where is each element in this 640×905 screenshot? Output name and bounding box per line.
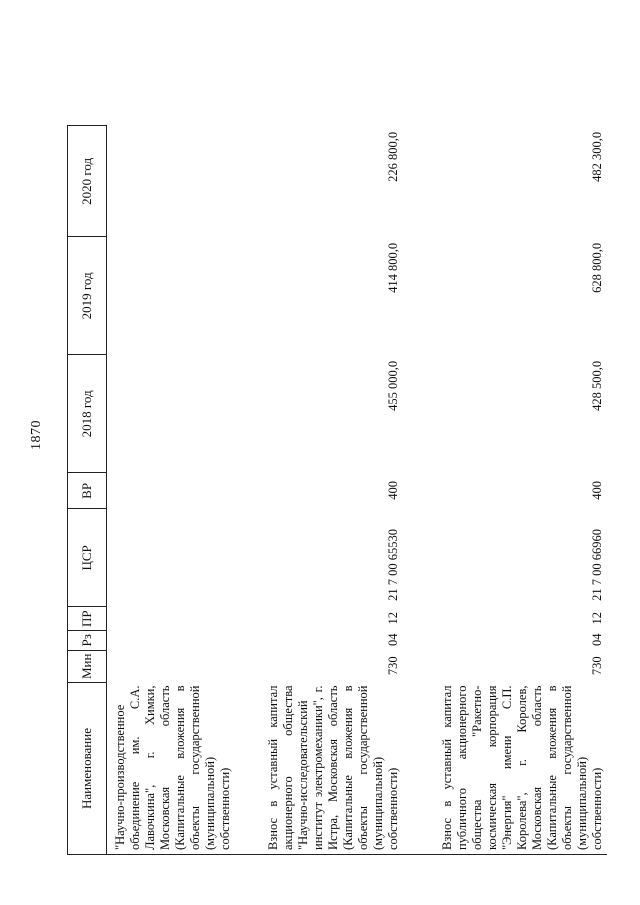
row-2018: 428 500,0: [590, 360, 604, 411]
page-number: 1870: [29, 420, 44, 450]
row-csr: 21 7 00 66960: [590, 529, 604, 601]
row-pr: 12: [386, 611, 400, 625]
row-pr: [107, 607, 234, 631]
row-min: [107, 650, 234, 682]
row-2019: [107, 237, 234, 355]
row-2019: 414 800,0: [386, 242, 400, 293]
row-name: Взнос в уставный капитал публичного акционерного общества "Ракетно-космическая корпорация "Энергия" имени С.П. Королева", г. Королев, Московская область (Капитальные вложения в объекты государственной (муниципальной) собственности): [401, 683, 607, 855]
row-name: "Научно-производственное объединение им. С.А. Лавочкина", г. Химки, Московская область (Капитальные вложения в объекты государственной (муниципальной) собственности): [107, 683, 234, 855]
row-name: Взнос в уставный капитал акционерного общества "Научно-исследовательский институт электромеханики", г. Истра, Московская область (Капитальные вложения в объекты государственной (муниципальной) собственности): [233, 683, 401, 855]
row-2019: 628 800,0: [590, 242, 604, 293]
header-vr: ВР: [68, 473, 107, 509]
row-rz: 04: [590, 633, 604, 647]
row-pr: 12: [590, 611, 604, 625]
header-rz: Рз: [68, 631, 107, 651]
document-page: [29, 65, 607, 855]
table-row: [233, 126, 401, 855]
header-csr: ЦСР: [68, 509, 107, 607]
row-min: 730: [590, 656, 604, 676]
header-name: Наименование: [68, 683, 107, 855]
row-2020: 482 300,0: [590, 131, 604, 182]
row-vr: [107, 473, 234, 509]
row-vr: 400: [590, 481, 604, 500]
row-2020: [107, 126, 234, 237]
row-2018: [107, 355, 234, 473]
table-header-row: [68, 126, 107, 855]
row-csr: 21 7 00 65530: [386, 529, 400, 601]
row-vr: 400: [386, 481, 400, 500]
header-min: Мин: [68, 650, 107, 682]
row-2020: 226 800,0: [386, 131, 400, 182]
budget-table: [67, 125, 607, 855]
row-rz: 04: [386, 633, 400, 647]
row-csr: [107, 509, 234, 607]
header-2018: 2018 год: [68, 355, 107, 473]
row-2018: 455 000,0: [386, 360, 400, 411]
table-row: [107, 126, 234, 855]
row-min: 730: [386, 656, 400, 676]
row-rz: [107, 631, 234, 651]
header-2019: 2019 год: [68, 237, 107, 355]
header-pr: ПР: [68, 607, 107, 631]
header-2020: 2020 год: [68, 126, 107, 237]
table-row: [401, 126, 607, 855]
